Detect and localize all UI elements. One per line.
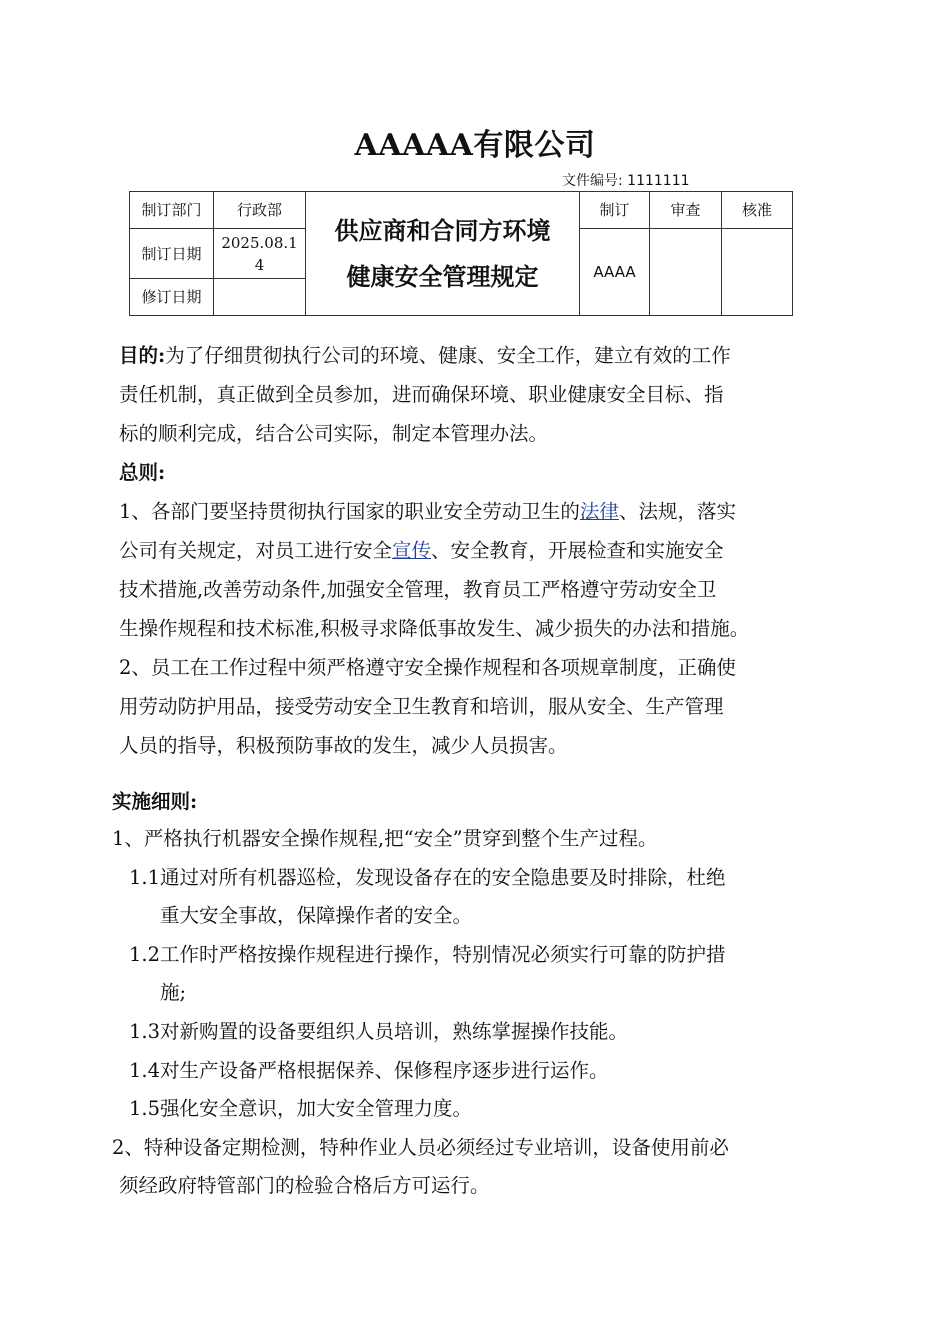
rules-section	[112, 820, 729, 1206]
made-date-value	[214, 229, 306, 279]
general-p2-line1: 2、员工在工作过程中须严格遵守安全操作规程和各项规章制度，正确使	[119, 656, 736, 679]
purpose-label: 目的:	[119, 344, 166, 367]
rules-label: 实施细则:	[112, 790, 198, 813]
document-header-table	[129, 191, 793, 316]
rule-1-2-line1: 1.2工作时严格按操作规程进行操作，特别情况必须实行可靠的防护措	[129, 942, 726, 966]
made-dept-value: 行政部	[214, 192, 306, 229]
document-subject-line1: 供应商和合同方环境	[334, 215, 551, 245]
general-p1-line2-text-b: 、安全教育，开展检查和实施安全	[431, 539, 724, 562]
col-approve-header: 核准	[722, 192, 793, 229]
review-value	[650, 229, 722, 316]
document-subject-line2: 健康安全管理规定	[346, 261, 539, 291]
rule-1-1-line2: 重大安全事故，保障操作者的安全。	[160, 904, 473, 928]
made-date-value-line2: 4	[254, 255, 265, 274]
general-p1-line2	[119, 531, 749, 570]
general-p1-line4: 生操作规程和技术标准,积极寻求降低事故发生、减少损失的办法和措施。	[119, 617, 750, 640]
purpose-line3: 标的顺利完成，结合公司实际，制定本管理办法。	[119, 422, 549, 445]
purpose-text: 为了仔细贯彻执行公司的环境、健康、安全工作，建立有效的工作	[165, 344, 731, 367]
general-p1-text-a: 1、各部门要坚持贯彻执行国家的职业安全劳动卫生的	[119, 500, 580, 523]
publicity-link[interactable]: 宣传	[392, 539, 432, 562]
general-p1-line1	[119, 492, 749, 531]
rule-1-2-line2: 施;	[160, 981, 187, 1005]
made-value: AAAA	[580, 229, 650, 316]
purpose-line1	[119, 336, 749, 375]
purpose-line2: 责任机制，真正做到全员参加，进而确保环境、职业健康安全目标、指	[119, 383, 724, 406]
general-p2-line3: 人员的指导，积极预防事故的发生，减少人员损害。	[119, 734, 568, 757]
revised-date-value	[214, 279, 306, 316]
general-p1-line3: 技术措施,改善劳动条件,加强安全管理，教育员工严格遵守劳动安全卫	[119, 578, 717, 601]
general-p1-line2-text-a: 公司有关规定，对员工进行安全	[119, 539, 393, 562]
made-date-label: 制订日期	[130, 229, 214, 279]
rule-2-line1: 2、特种设备定期检测，特种作业人员必须经过专业培训，设备使用前必	[112, 1135, 729, 1159]
general-label: 总则:	[119, 461, 166, 484]
document-subject	[306, 192, 580, 316]
law-link[interactable]: 法律	[579, 500, 619, 523]
company-title: AAAAA有限公司	[354, 128, 596, 163]
document-number: 文件编号: 1111111	[562, 173, 690, 189]
purpose-section	[119, 336, 749, 765]
rule-1-4: 1.4对生产设备严格根据保养、保修程序逐步进行运作。	[129, 1058, 609, 1082]
rule-1: 1、严格执行机器安全操作规程,把“安全”贯穿到整个生产过程。	[112, 827, 658, 850]
general-p1-text-b: 、法规，落实	[618, 500, 736, 523]
approve-value	[722, 229, 793, 316]
general-p2-line2: 用劳动防护用品，接受劳动安全卫生教育和培训，服从安全、生产管理	[119, 695, 724, 718]
rule-1-3: 1.3对新购置的设备要组织人员培训，熟练掌握操作技能。	[129, 1019, 629, 1043]
made-dept-label: 制订部门	[130, 192, 214, 229]
made-date-value-line1: 2025.08.1	[221, 233, 298, 252]
rule-1-5: 1.5强化安全意识，加大安全管理力度。	[129, 1097, 473, 1121]
col-review-header: 审查	[650, 192, 722, 229]
rule-2-line2: 须经政府特管部门的检验合格后方可运行。	[119, 1174, 490, 1198]
col-made-header: 制订	[580, 192, 650, 229]
revised-date-label: 修订日期	[130, 279, 214, 316]
rule-1-1-line1: 1.1通过对所有机器巡检，发现设备存在的安全隐患要及时排除，杜绝	[129, 865, 726, 889]
